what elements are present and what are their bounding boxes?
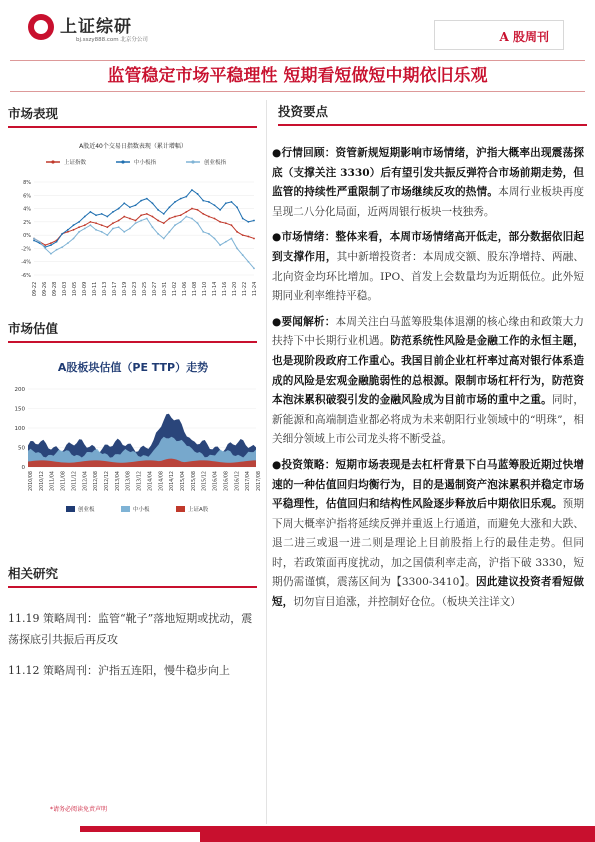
data-point bbox=[118, 226, 120, 228]
data-point bbox=[106, 226, 108, 228]
disclaimer: *请务必阅读免责声明 bbox=[50, 806, 108, 813]
x-tick-label: 11-08 bbox=[192, 281, 198, 297]
data-point bbox=[253, 220, 255, 222]
data-point bbox=[242, 234, 244, 236]
data-point bbox=[73, 238, 75, 240]
data-point bbox=[247, 236, 249, 238]
data-point bbox=[33, 240, 35, 242]
data-point bbox=[78, 231, 80, 233]
legend-label: 上证A股 bbox=[188, 507, 209, 513]
data-point bbox=[168, 218, 170, 220]
x-tick-label: 2015/12 bbox=[202, 471, 208, 491]
data-point bbox=[197, 193, 199, 195]
data-point bbox=[101, 231, 103, 233]
chart1-title: A股近40个交易日指数表现（累计增幅） bbox=[79, 143, 187, 150]
x-tick-label: 2013/04 bbox=[115, 471, 121, 491]
x-tick-label: 10-05 bbox=[72, 281, 78, 297]
data-point bbox=[214, 238, 216, 240]
data-point bbox=[123, 216, 125, 218]
data-point bbox=[101, 213, 103, 215]
legend-swatch bbox=[66, 506, 75, 512]
data-point bbox=[180, 221, 182, 223]
data-point bbox=[90, 221, 92, 223]
x-tick-label: 11-02 bbox=[172, 281, 178, 297]
data-point bbox=[208, 233, 210, 235]
data-point bbox=[129, 218, 131, 220]
logo-icon bbox=[28, 14, 54, 40]
data-point bbox=[208, 216, 210, 218]
y-tick-label: 0% bbox=[23, 233, 31, 240]
data-point bbox=[123, 202, 125, 204]
report-tag-label: A 股周刊 bbox=[499, 30, 549, 44]
data-point bbox=[214, 204, 216, 206]
legend-marker bbox=[191, 160, 194, 163]
data-point bbox=[219, 221, 221, 223]
data-point bbox=[202, 231, 204, 233]
data-point bbox=[174, 201, 176, 203]
data-point bbox=[106, 216, 108, 218]
logo-sub: bj.sszy888.com 北京分公司 bbox=[76, 37, 148, 43]
series-line bbox=[34, 209, 254, 246]
data-point bbox=[214, 218, 216, 220]
paragraph-review: ●行情回顾：资管新规短期影响市场情绪，沪指大概率出现震荡探底（支撑关注 3330）后有望引发共振反弹符合市场前期走势，但监管的持续性严重限制了市场继续反攻的热情。本周行业板块再度呈现二八分化局面，近两周银行板块一枝独秀。 bbox=[272, 147, 585, 218]
x-tick-label: 10-19 bbox=[122, 281, 128, 297]
data-point bbox=[236, 206, 238, 208]
x-tick-label: 2017/04 bbox=[246, 471, 252, 491]
market-valuation-title: 市场估值 bbox=[0, 315, 265, 343]
data-point bbox=[146, 198, 148, 200]
x-tick-label: 2010/08 bbox=[29, 471, 34, 491]
data-point bbox=[123, 231, 125, 233]
data-point bbox=[135, 222, 137, 224]
x-tick-label: 2015/04 bbox=[181, 471, 186, 491]
legend-label: 创业板指 bbox=[204, 160, 227, 166]
x-tick-label: 2011/12 bbox=[72, 471, 78, 491]
x-tick-label: 2012/04 bbox=[83, 471, 89, 491]
data-point bbox=[247, 261, 249, 263]
data-point bbox=[78, 221, 80, 223]
logo-name: 上证综研 bbox=[60, 17, 132, 37]
x-tick-label: 2010/12 bbox=[39, 471, 45, 491]
data-point bbox=[163, 238, 165, 240]
data-point bbox=[152, 202, 154, 204]
x-tick-label: 11-16 bbox=[222, 281, 228, 297]
data-point bbox=[67, 229, 69, 231]
market-performance-title: 市场表现 bbox=[0, 100, 265, 128]
legend-marker bbox=[51, 160, 54, 163]
data-point bbox=[140, 220, 142, 222]
legend-label: 创业板 bbox=[78, 507, 95, 513]
x-tick-label: 2012/12 bbox=[105, 471, 110, 491]
x-tick-label: 2014/08 bbox=[159, 471, 165, 491]
x-tick-label: 2013/08 bbox=[126, 471, 132, 491]
data-point bbox=[73, 229, 75, 231]
x-tick-label: 2017/08 bbox=[257, 471, 262, 491]
x-tick-label: 2014/12 bbox=[170, 471, 176, 491]
headline-banner: 监管稳定市场平稳理性 短期看短做短中期依旧乐观 bbox=[10, 60, 585, 92]
x-tick-label: 10-17 bbox=[112, 281, 118, 297]
paragraph-strategy: ●投资策略：短期市场表现是去杠杆背景下白马蓝筹股近期过快增速的一种估值回归均衡行为，目的是遏制资产泡沫累积并稳定市场平稳理性，估值回归和结构性风险逐步释放后中期依旧乐观。预期下周大概率沪指将延续反弹并重返上行通道，而避免大涨和大跌、退二进三或退一进二则是理论上目前股指上行的最佳走势。但同时，若政策面再度扰动，加之国债利率走高，沪指下破 3330，短期仍需谨慎，震荡区间为【3300-3410】。因此建议投资者看短做短，切勿盲目追涨，并控制好仓位。（板块关注详文） bbox=[272, 458, 585, 609]
x-tick-label: 2015/08 bbox=[191, 471, 197, 491]
y-tick-label: -6% bbox=[21, 273, 31, 279]
data-point bbox=[112, 222, 114, 224]
data-point bbox=[44, 244, 46, 246]
y-tick-label: 8% bbox=[23, 180, 31, 186]
investment-points-title: 投资要点 bbox=[270, 98, 595, 126]
data-point bbox=[146, 218, 148, 220]
data-point bbox=[135, 220, 137, 222]
data-point bbox=[174, 216, 176, 218]
data-point bbox=[84, 216, 86, 218]
data-point bbox=[44, 248, 46, 250]
data-point bbox=[180, 198, 182, 200]
data-point bbox=[185, 216, 187, 218]
data-point bbox=[112, 228, 114, 230]
valuation-chart bbox=[6, 355, 261, 520]
data-point bbox=[185, 196, 187, 198]
research-list bbox=[8, 608, 263, 691]
x-tick-label: 10-27 bbox=[152, 281, 158, 297]
chart2-title: A股板块估值（PE TTP）走势 bbox=[57, 361, 209, 374]
data-point bbox=[56, 241, 58, 243]
data-point bbox=[67, 242, 69, 244]
right-column bbox=[270, 98, 595, 126]
data-point bbox=[61, 246, 63, 248]
data-point bbox=[118, 208, 120, 210]
x-tick-label: 2013/12 bbox=[137, 471, 143, 491]
data-point bbox=[191, 218, 193, 220]
data-point bbox=[67, 231, 69, 233]
legend-swatch bbox=[121, 506, 130, 512]
data-point bbox=[39, 241, 41, 243]
footer-bar bbox=[0, 826, 595, 842]
related-research-title: 相关研究 bbox=[0, 560, 265, 588]
paragraph-sentiment: ●市场情绪：整体来看，本周市场情绪高开低走，部分数据依旧起到支撑作用，其中新增投资者：本周成交额、股东净增持、两融、北向资金均环比增加。IPO、首发上会数量均为近期低位。此外短期同业利率维持平稳。 bbox=[272, 231, 585, 303]
y-tick-label: -4% bbox=[21, 259, 31, 266]
x-tick-label: 11-22 bbox=[242, 281, 248, 297]
data-point bbox=[219, 209, 221, 211]
data-point bbox=[50, 242, 52, 244]
data-point bbox=[84, 228, 86, 230]
data-point bbox=[84, 224, 86, 226]
y-tick-label: -2% bbox=[21, 246, 31, 253]
data-point bbox=[163, 222, 165, 224]
data-point bbox=[231, 238, 233, 240]
data-point bbox=[231, 201, 233, 203]
data-point bbox=[112, 211, 114, 213]
data-point bbox=[78, 226, 80, 228]
data-point bbox=[140, 214, 142, 216]
report-tag bbox=[434, 20, 564, 50]
data-point bbox=[185, 211, 187, 213]
data-point bbox=[50, 253, 52, 255]
x-tick-label: 10-23 bbox=[132, 281, 138, 297]
x-tick-label: 09-22 bbox=[32, 281, 38, 297]
y-tick-label: 0 bbox=[21, 465, 25, 471]
legend-swatch bbox=[176, 506, 185, 512]
x-tick-label: 2016/04 bbox=[213, 471, 219, 491]
data-point bbox=[168, 231, 170, 233]
data-point bbox=[129, 228, 131, 230]
data-point bbox=[197, 209, 199, 211]
x-tick-label: 11-14 bbox=[212, 281, 218, 297]
research-item[interactable]: 11.12 策略周刊：沪指五连阳，慢牛稳步向上 bbox=[8, 664, 230, 677]
data-point bbox=[219, 244, 221, 246]
x-tick-label: 2011/08 bbox=[61, 471, 67, 491]
data-point bbox=[118, 220, 120, 222]
y-tick-label: 6% bbox=[23, 193, 31, 200]
data-point bbox=[231, 224, 233, 226]
header bbox=[0, 0, 595, 60]
y-tick-label: 50 bbox=[18, 445, 25, 452]
x-tick-label: 2012/08 bbox=[94, 471, 100, 491]
series-line bbox=[34, 217, 254, 269]
data-point bbox=[95, 229, 97, 231]
data-point bbox=[90, 224, 92, 226]
data-point bbox=[225, 241, 227, 243]
data-point bbox=[95, 214, 97, 216]
x-tick-label: 10-31 bbox=[162, 281, 168, 297]
y-tick-label: 150 bbox=[14, 406, 25, 413]
investment-content bbox=[272, 144, 584, 619]
index-performance-chart bbox=[6, 140, 261, 310]
data-point bbox=[33, 238, 35, 240]
x-tick-label: 10-09 bbox=[82, 281, 88, 297]
data-point bbox=[168, 206, 170, 208]
series-line bbox=[34, 190, 254, 247]
data-point bbox=[247, 221, 249, 223]
data-point bbox=[242, 254, 244, 256]
y-tick-label: 200 bbox=[14, 387, 25, 393]
data-point bbox=[129, 206, 131, 208]
x-tick-label: 09-28 bbox=[52, 281, 58, 297]
y-tick-label: 4% bbox=[23, 206, 31, 213]
x-tick-label: 2011/04 bbox=[50, 471, 56, 491]
data-point bbox=[180, 214, 182, 216]
x-tick-label: 11-06 bbox=[182, 281, 188, 297]
data-point bbox=[157, 209, 159, 211]
data-point bbox=[50, 244, 52, 246]
data-point bbox=[56, 249, 58, 251]
y-tick-label: 2% bbox=[23, 219, 31, 226]
data-point bbox=[73, 224, 75, 226]
legend-label: 上证指数 bbox=[64, 160, 87, 166]
data-point bbox=[242, 218, 244, 220]
data-point bbox=[208, 201, 210, 203]
x-tick-label: 09-26 bbox=[42, 281, 48, 297]
data-point bbox=[191, 189, 193, 191]
data-point bbox=[146, 213, 148, 215]
paragraph-news: ●要闻解析：本周关注白马蓝筹股集体退潮的核心缘由和政策大力扶持下中长期行业机遇。防范系统性风险是金融工作的永恒主题，也是现阶段政府工作重心。我国目前企业杠杆率过高对银行体系造成的风险是宏观金融脆弱性的总根源。限制市场杠杆行为，防范资本泡沫累积破裂引发的金融风险成为目前市场的重中之重。同时，新能源和高端制造业都必将成为未来朝阳行业领域中的“明珠”，相关细分领域上市公司龙头将不断受益。 bbox=[272, 315, 585, 446]
data-point bbox=[197, 222, 199, 224]
data-point bbox=[101, 224, 103, 226]
data-point bbox=[174, 224, 176, 226]
data-point bbox=[163, 213, 165, 215]
x-tick-label: 10-11 bbox=[92, 281, 98, 297]
data-point bbox=[152, 226, 154, 228]
x-tick-label: 2016/12 bbox=[235, 471, 241, 491]
x-tick-label: 10-03 bbox=[62, 281, 68, 297]
research-item[interactable]: 11.19 策略周刊：监管“靴子”落地短期或扰动，震荡探底引共振后再反攻 bbox=[8, 612, 253, 646]
data-point bbox=[202, 213, 204, 215]
column-divider bbox=[266, 100, 267, 824]
data-point bbox=[253, 267, 255, 269]
data-point bbox=[106, 234, 108, 236]
y-tick-label: 100 bbox=[14, 426, 25, 432]
x-tick-label: 10-13 bbox=[102, 281, 108, 297]
legend-marker bbox=[121, 160, 124, 163]
data-point bbox=[135, 204, 137, 206]
data-point bbox=[225, 202, 227, 204]
legend-label: 中小板 bbox=[133, 507, 150, 513]
data-point bbox=[90, 211, 92, 213]
data-point bbox=[95, 222, 97, 224]
x-tick-label: 11-10 bbox=[202, 281, 208, 297]
x-tick-label: 2016/08 bbox=[224, 471, 230, 491]
legend-label: 中小板指 bbox=[134, 160, 157, 166]
data-point bbox=[253, 238, 255, 240]
data-point bbox=[152, 216, 154, 218]
data-point bbox=[157, 233, 159, 235]
data-point bbox=[202, 200, 204, 202]
data-point bbox=[236, 248, 238, 250]
x-tick-label: 10-25 bbox=[142, 281, 148, 297]
data-point bbox=[61, 233, 63, 235]
data-point bbox=[140, 200, 142, 202]
data-point bbox=[236, 231, 238, 233]
data-point bbox=[191, 208, 193, 210]
data-point bbox=[157, 220, 159, 222]
x-tick-label: 11-20 bbox=[232, 281, 238, 297]
data-point bbox=[225, 222, 227, 224]
x-tick-label: 11-24 bbox=[252, 281, 258, 297]
x-tick-label: 2014/04 bbox=[148, 471, 154, 491]
